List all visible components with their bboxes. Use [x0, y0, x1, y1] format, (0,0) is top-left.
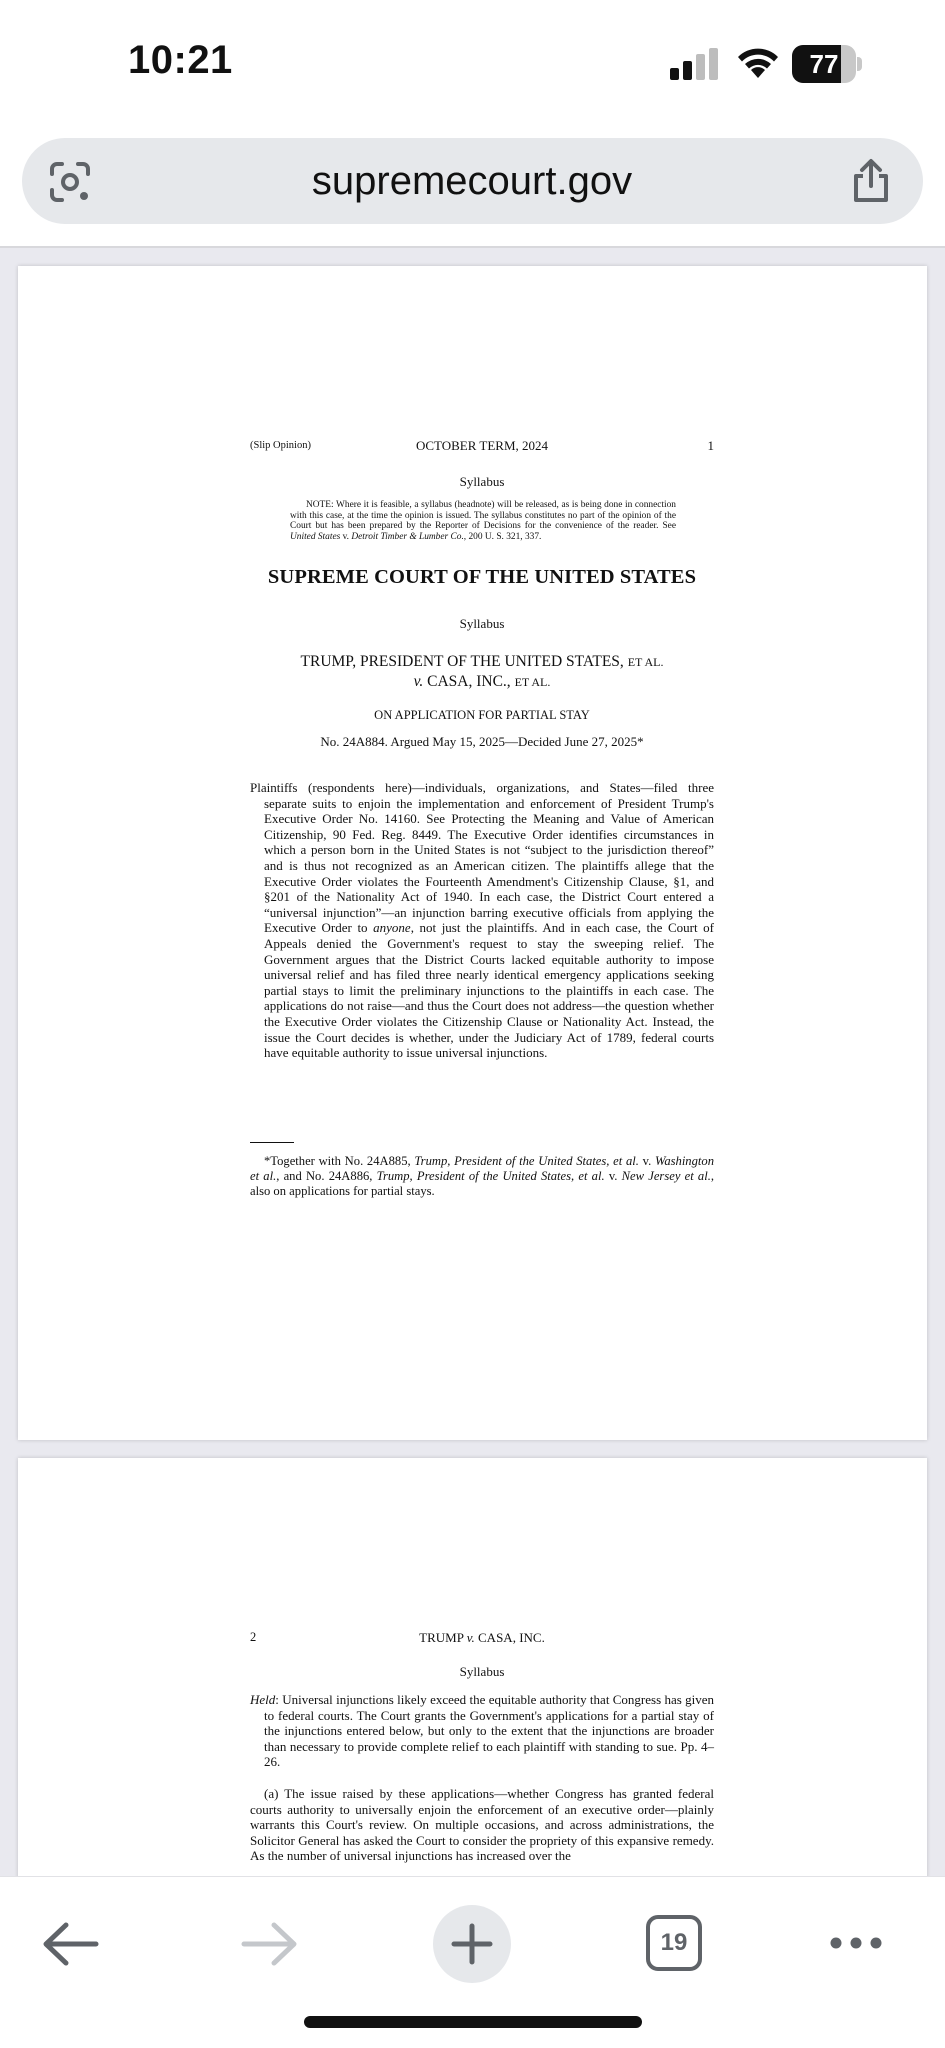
google-lens-icon[interactable]: [48, 160, 92, 204]
slip-opinion-label: (Slip Opinion): [250, 440, 311, 451]
headnote-note: NOTE: Where it is feasible, a syllabus (headnote) will be released, as is being done in connection with this case, at the time the opinion is issued. The syllabus constitutes no part of the opinion of the Court but has been prepared by the Reporter of Decisions for the convenience of the reader. See United States v. Detroit Timber & Lumber Co., 200 U. S. 321, 337.: [290, 500, 676, 543]
wifi-icon: [734, 44, 782, 80]
plus-icon: [433, 1905, 511, 1983]
footnote: *Together with No. 24A885, Trump, President of the United States, et al. v. Washington et al., and No. 24A886, Trump, President of the United States, et al. v. New Jersey et al., also on applications for partial stays.: [250, 1154, 714, 1199]
cellular-signal-icon: [668, 48, 720, 80]
tab-switcher-button[interactable]: 19: [646, 1915, 702, 1971]
syllabus-body: Plaintiffs (respondents here)—individuals, organizations, and States—filed three separate suits to enjoin the implementation and enforcement of President Trump's Executive Order No. 14160. See Protecting the Meaning and Value of American Citizenship, 90 Fed. Reg. 8449. The Executive Order identifies circumstances in which a person born in the United States is not “subject to the jurisdiction thereof” and is thus not recognized as an American citizen. The plaintiffs allege that the Executive Order violates the Fourteenth Amendment's Citizenship Clause, §1, and §201 of the Nationality Act of 1940. In each case, the District Court entered a “universal injunction”—an injunction barring executive officials from applying the Executive Order to anyone, not just the plaintiffs. And in each case, the Court of Appeals denied the Government's request to stay the sweeping relief. The Government argues that the District Courts lacked equitable authority to impose universal relief and has filed three nearly identical emergency applications seeking partial stays to limit the preliminary injunctions to the plaintiffs in each case. The applications do not raise—and thus the Court does not address—the question whether the Executive Order violates the Citizenship Clause or Nationality Act. Instead, the issue the Court decides is whether, under the Judiciary Act of 1789, federal courts have equitable authority to issue universal injunctions.: [250, 780, 715, 1061]
application-line: ON APPLICATION FOR PARTIAL STAY: [374, 708, 590, 722]
address-bar[interactable]: [22, 138, 923, 224]
share-icon[interactable]: [848, 158, 894, 204]
syllabus-heading-2: Syllabus: [459, 616, 505, 631]
status-bar: [0, 0, 945, 128]
footnote-rule: [250, 1142, 294, 1143]
syllabus-heading: Syllabus: [459, 474, 505, 489]
page-number-2: 2: [250, 1630, 257, 1644]
docket-line: No. 24A884. Argued May 15, 2025—Decided June 27, 2025*: [320, 734, 644, 749]
new-tab-button[interactable]: [433, 1905, 511, 1983]
case-caption: TRUMP, PRESIDENT OF THE UNITED STATES, ET AL. v. CASA, INC., ET AL.: [300, 653, 664, 690]
pdf-page-2: [18, 1458, 927, 1876]
page-number: 1: [707, 438, 714, 453]
status-time: 10:21: [128, 38, 233, 82]
more-options-icon[interactable]: [826, 1925, 886, 1961]
pdf-page-1: [18, 266, 927, 1440]
syllabus-heading-page2: Syllabus: [459, 1664, 505, 1679]
forward-arrow-icon[interactable]: [240, 1919, 300, 1969]
pdf-viewer[interactable]: [0, 248, 945, 1876]
home-indicator: [304, 2016, 642, 2028]
url-text[interactable]: supremecourt.gov: [311, 159, 633, 203]
battery-percent-label: 77: [809, 49, 839, 79]
running-head: TRUMP v. CASA, INC.: [419, 1630, 545, 1645]
paragraph-a: (a) The issue raised by these applications—whether Congress has granted federal courts authority to universally enjoin the enforcement of an executive order—plainly warrants this Court's review. On multiple occasions, and across administrations, the Solicitor General has asked the Court to consider the propriety of this expansive remedy. As the number of universal injunctions has increased over the: [250, 1786, 714, 1864]
back-arrow-icon[interactable]: [40, 1919, 100, 1969]
court-title: SUPREME COURT OF THE UNITED STATES: [267, 566, 697, 588]
held-paragraph: Held: Universal injunctions likely exceed the equitable authority that Congress has given to federal courts. The Court grants the Government's applications for a partial stay of the injunctions entered below, but only to the extent that the injunctions are broader than necessary to provide complete relief to each plaintiff with standing to sue. Pp. 4–26.: [250, 1692, 714, 1770]
battery-indicator: [792, 45, 862, 83]
term-header: OCTOBER TERM, 2024: [415, 438, 549, 453]
